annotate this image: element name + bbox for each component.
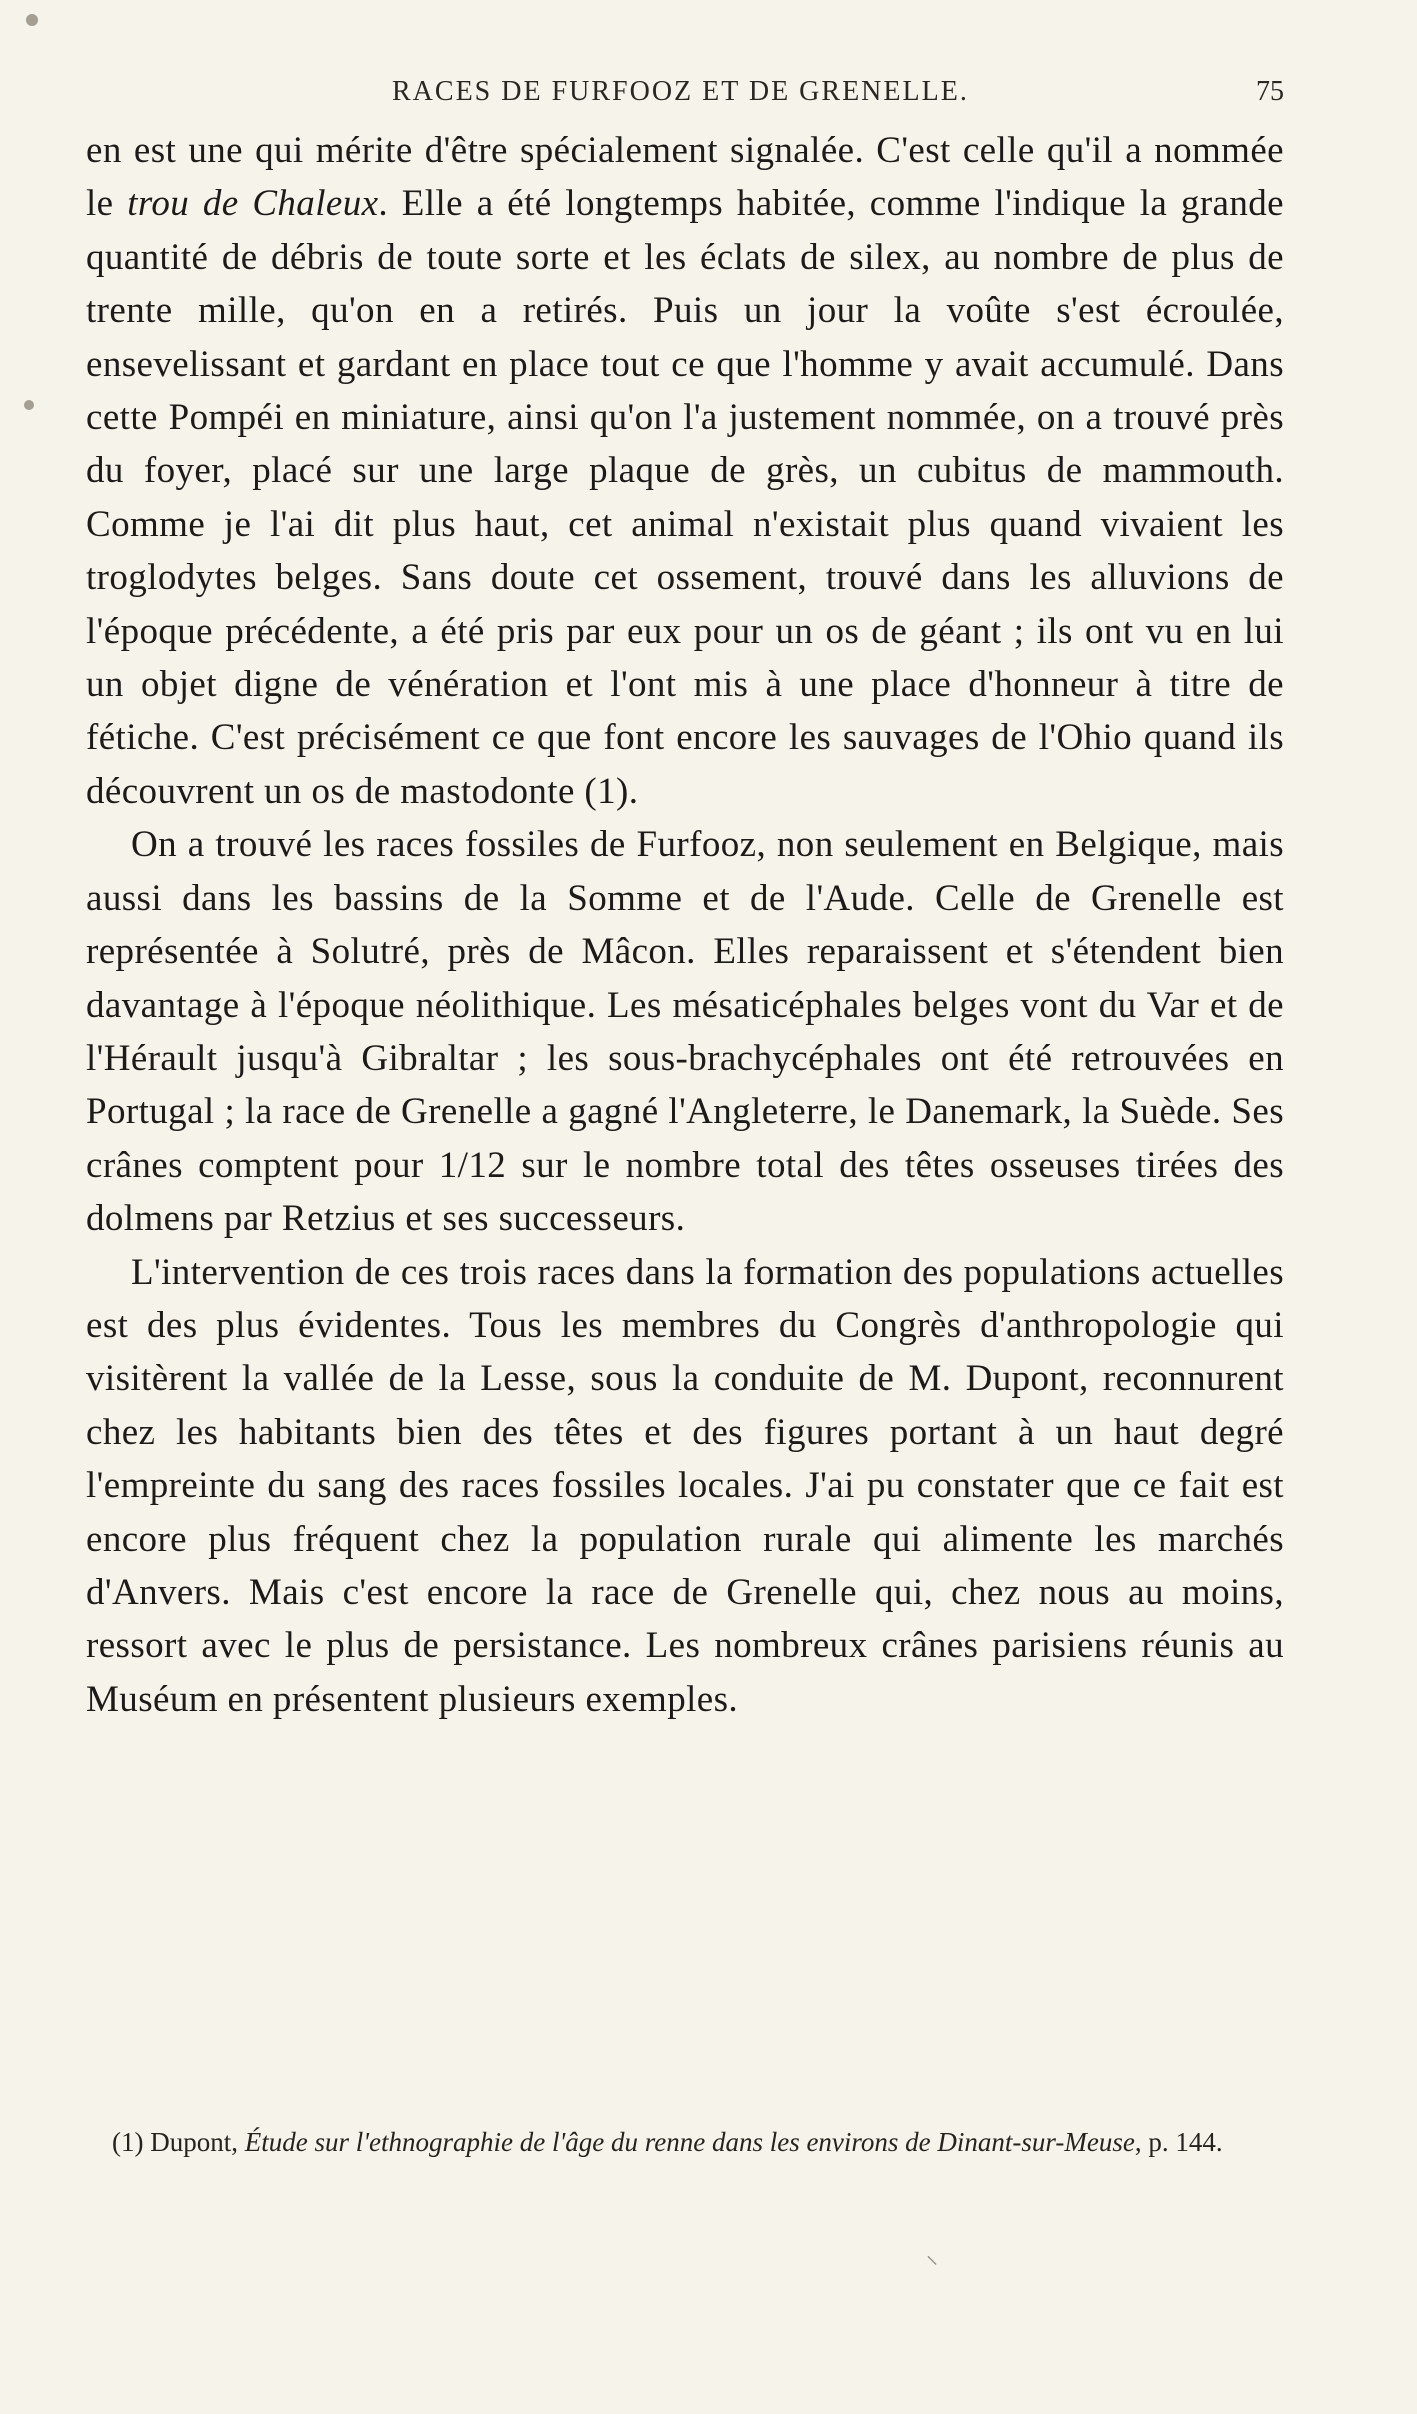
- body-text: [86, 124, 1284, 1726]
- footnote-work-title: Étude sur l'ethnographie de l'âge du renne dans les environs de Dinant-sur-Meuse: [244, 2127, 1135, 2157]
- paragraph-1: [86, 124, 1284, 818]
- footnote-1: [86, 2120, 1284, 2165]
- page-header: [86, 76, 1284, 112]
- paragraph-1-text-start: en est une qui mérite d'être spécialement signalée. C'est celle qu'il a nommée le: [86, 130, 1284, 225]
- paragraph-2: On a trouvé les races fossiles de Furfooz, non seulement en Belgique, mais aussi dans les bassins de la Somme et de l'Aude. Celle de Grenelle est représentée à Solutré, près de Mâcon. Elles reparaissent et s'étendent bien davantage à l'époque néolithique. Les mésaticéphales belges vont du Var et de l'Hérault jusqu'à Gibraltar ; les sous-brachycéphales ont été retrouvées en Portugal ; la race de Grenelle a gagné l'Angleterre, le Danemark, la Suède. Ses crânes comptent pour 1/12 sur le nombre total des têtes osseuses tirées des dolmens par Retzius et ses successeurs.: [86, 824, 1284, 1240]
- page-number: 75: [1256, 76, 1284, 107]
- footnote-page-ref: , p. 144.: [1134, 2127, 1223, 2157]
- running-title: RACES DE FURFOOZ ET DE GRENELLE.: [392, 76, 969, 107]
- stray-mark-icon: ⸌: [926, 2253, 938, 2279]
- paragraph-1-text-rest: . Elle a été longtemps habitée, comme l'indique la grande quantité de débris de toute sorte et les éclats de silex, au nombre de plus de trente mille, qu'on en a retirés. Puis un jour la voûte s'est écroulée, ensevelissant et gardant en place tout ce que l'homme y avait accumulé. Dans cette Pompéi en miniature, ainsi qu'on l'a justement nommée, on a trouvé près du foyer, placé sur une large plaque de grès, un cubitus de mammouth. Comme je l'ai dit plus haut, cet animal n'existait plus quand vivaient les troglodytes belges. Sans doute cet ossement, trouvé dans les alluvions de l'époque précédente, a été pris par eux pour un os de géant ; ils ont vu en lui un objet digne de vénération et l'ont mis à une place d'honneur à titre de fétiche. C'est précisément ce que font encore les sauvages de l'Ohio quand ils découvrent un os de mastodonte (1).: [86, 183, 1284, 812]
- paper-spot: [24, 400, 34, 410]
- paragraph-3: L'intervention de ces trois races dans la formation des populations actuelles est des plus évidentes. Tous les membres du Congrès d'anthropologie qui visitèrent la vallée de la Lesse, sous la conduite de M. Dupont, reconnurent chez les habitants bien des têtes et des figures portant à un haut degré l'empreinte du sang des races fossiles locales. J'ai pu constater que ce fait est encore plus fréquent chez la population rurale qui alimente les marchés d'Anvers. Mais c'est encore la race de Grenelle qui, chez nous au moins, ressort avec le plus de persistance. Les nombreux crânes parisiens réunis au Muséum en présentent plusieurs exemples.: [86, 1251, 1284, 1720]
- cave-name: trou de Chaleux: [127, 183, 379, 225]
- footnote-author: (1) Dupont,: [112, 2127, 245, 2157]
- footnotes: [86, 2120, 1284, 2165]
- paper-spot: [26, 14, 38, 26]
